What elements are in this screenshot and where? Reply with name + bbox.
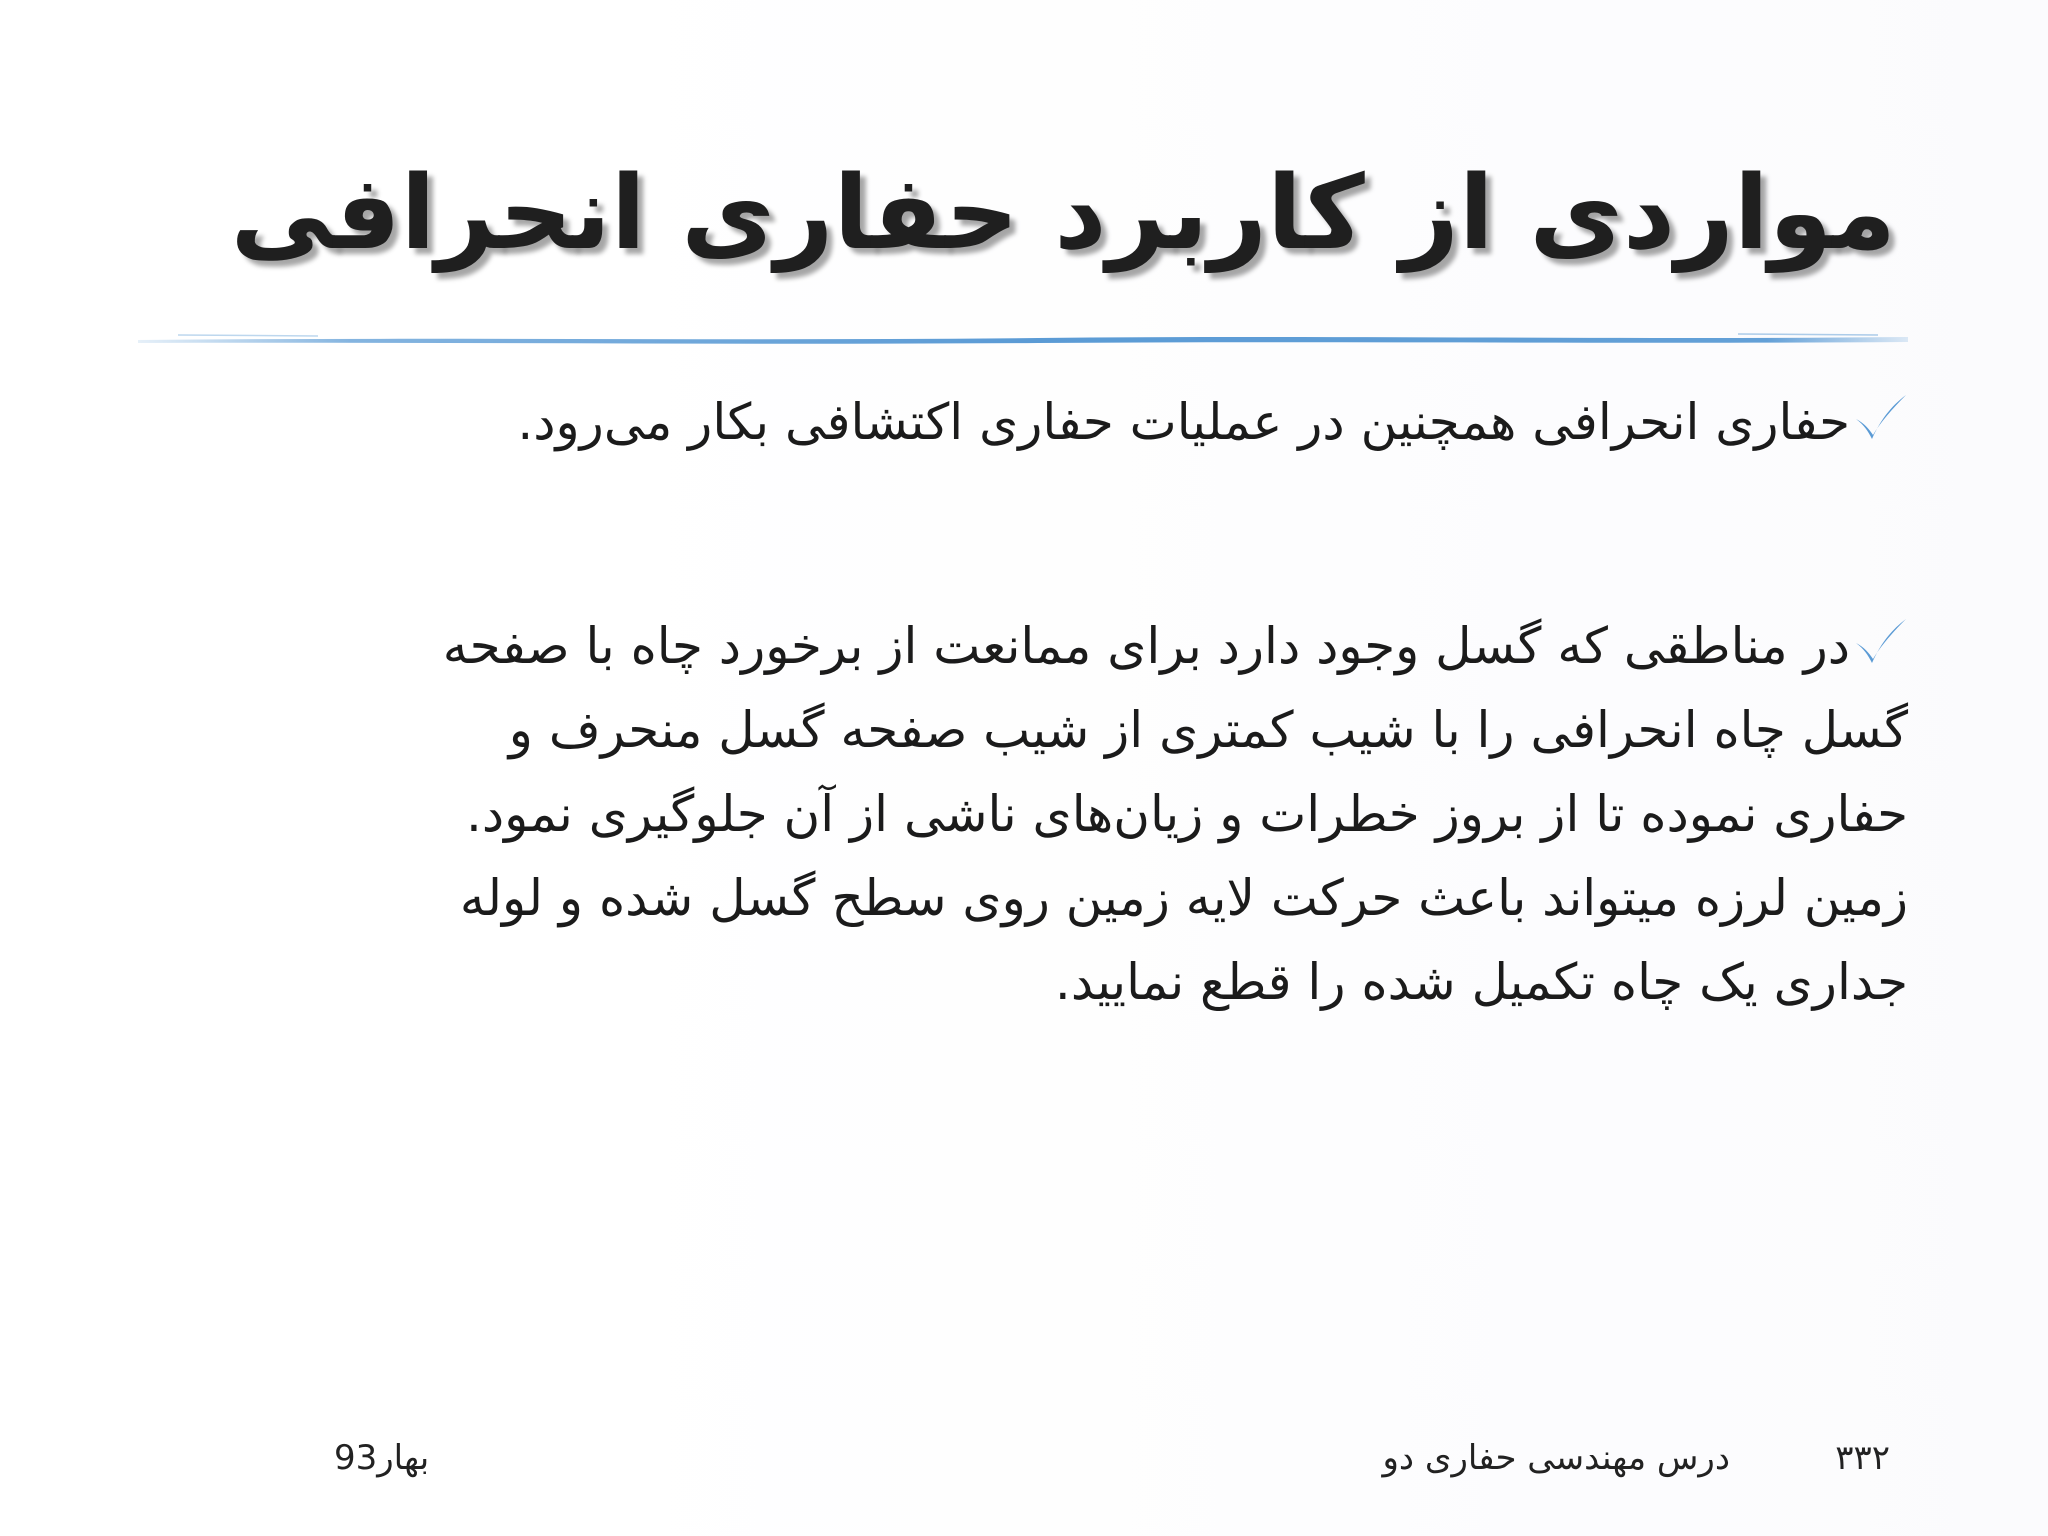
course-name: درس مهندسی حفاری دو — [1382, 1438, 1730, 1478]
bullet-text: حفاری انحرافی همچنین در عملیات حفاری اکتشافی بکار می‌رود. — [517, 393, 1850, 451]
checkmark-icon — [1852, 613, 1908, 669]
slide-title: مواردی از کاربرد حفاری انحرافی — [230, 154, 1896, 273]
bullet-line: زمین لرزه میتواند باعث حرکت لایه زمین روی سطح گسل شده و لوله — [459, 869, 1908, 927]
page-number: ۳۳۲ — [1835, 1438, 1890, 1478]
bullet-list — [158, 380, 1908, 1024]
bullet-line: جداری یک چاه تکمیل شده را قطع نمایید. — [1054, 953, 1908, 1011]
bullet-line: حفاری نموده تا از بروز خطرات و زیان‌های ناشی از آن جلوگیری نمود. — [466, 785, 1908, 843]
semester-date: بهار93 — [334, 1438, 430, 1478]
bullet-line: گسل چاه انحرافی را با شیب کمتری از شیب صفحه گسل منحرف و — [508, 701, 1908, 759]
bullet-item — [158, 380, 1908, 464]
bullet-item — [158, 604, 1908, 1024]
bullet-line: در مناطقی که گسل وجود دارد برای ممانعت از برخورد چاه با صفحه — [442, 617, 1850, 675]
title-divider — [138, 331, 1908, 347]
checkmark-icon — [1852, 389, 1908, 445]
